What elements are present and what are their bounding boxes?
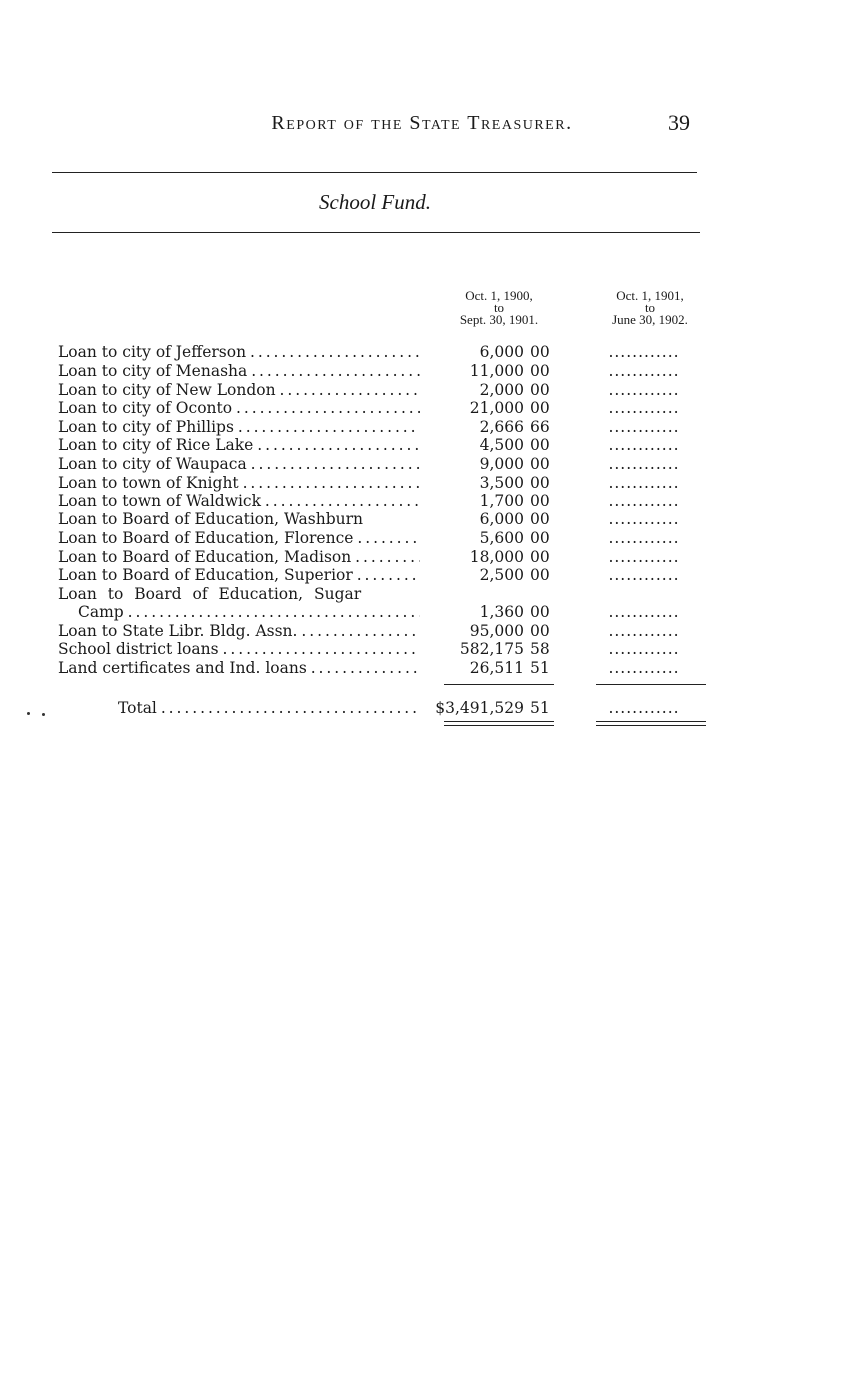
row-label: Camp . . .	[78, 603, 420, 621]
row-col2: ............	[608, 399, 680, 417]
total-row	[0, 699, 844, 717]
column-header-2-line1: Oct. 1, 1901,	[616, 288, 684, 303]
page-number: 39	[668, 110, 690, 135]
table-row	[0, 548, 844, 566]
total-label: Total . . .	[118, 699, 420, 717]
row-dollars: 11,000	[469, 362, 524, 380]
row-col2: ............	[608, 418, 680, 436]
row-col2: ............	[608, 455, 680, 473]
row-label: Loan to city of New London . . .	[58, 381, 420, 399]
table-row	[0, 640, 844, 658]
row-dollars: 582,175	[459, 640, 524, 658]
row-col2: ............	[608, 381, 680, 399]
row-col2: ............	[608, 436, 680, 454]
row-dollars: 1,700	[479, 492, 524, 510]
row-cents: 00	[530, 529, 550, 547]
row-cents: 00	[530, 474, 550, 492]
row-label: Loan to Board of Education, Washburn	[58, 510, 364, 528]
column-header-2-line3: June 30, 1902.	[612, 312, 688, 327]
table-row	[0, 492, 844, 510]
row-label: Loan to city of Oconto . . .	[58, 399, 420, 417]
row-col2: ............	[608, 343, 680, 361]
row-label: Loan to city of Rice Lake . . .	[58, 436, 420, 454]
running-title: Report of the State Treasurer.	[271, 112, 573, 134]
row-col2: ............	[608, 603, 680, 621]
table-row	[0, 362, 844, 380]
double-rule-col1	[444, 721, 554, 726]
table-row	[0, 381, 844, 399]
row-col2: ............	[608, 566, 680, 584]
row-label: Loan to city of Menasha . . .	[58, 362, 420, 380]
row-cents: 00	[530, 548, 550, 566]
double-rule-col2	[596, 721, 706, 726]
row-label: Loan to Board of Education, Sugar	[58, 585, 362, 603]
section-rule	[52, 232, 700, 233]
row-cents: 00	[530, 381, 550, 399]
row-label: Loan to city of Jefferson . . .	[58, 343, 420, 361]
row-dollars: 26,511	[469, 659, 524, 677]
row-cents: 00	[530, 362, 550, 380]
row-dollars: 2,666	[479, 418, 524, 436]
row-col2: ............	[608, 510, 680, 528]
row-cents: 00	[530, 603, 550, 621]
table-row	[0, 529, 844, 547]
row-col2: ............	[608, 362, 680, 380]
row-col2: ............	[608, 640, 680, 658]
table-row	[0, 585, 844, 603]
table-row	[0, 603, 844, 621]
sum-rule-col2	[596, 684, 706, 685]
row-label: Loan to city of Phillips . . .	[58, 418, 420, 436]
table-row	[0, 455, 844, 473]
table-row	[0, 399, 844, 417]
column-header-1-line2: to	[493, 300, 505, 315]
column-header-2-line2: to	[644, 300, 656, 315]
row-cents: 00	[530, 343, 550, 361]
sum-rule-col1	[444, 684, 554, 685]
column-header-2	[584, 290, 716, 326]
column-header-1-line1: Oct. 1, 1900,	[465, 288, 533, 303]
row-col2: ............	[608, 659, 680, 677]
row-label: School district loans . . .	[58, 640, 420, 658]
row-col2: ............	[608, 622, 680, 640]
table-row	[0, 343, 844, 361]
row-dollars: 18,000	[469, 548, 524, 566]
row-label: Loan to city of Waupaca . . .	[58, 455, 420, 473]
row-dollars: 9,000	[479, 455, 524, 473]
section-title: School Fund.	[319, 190, 431, 214]
row-cents: 00	[530, 436, 550, 454]
row-dollars: 21,000	[469, 399, 524, 417]
table-row	[0, 566, 844, 584]
row-label: Land certificates and Ind. loans . . .	[58, 659, 420, 677]
row-dollars: 6,000	[479, 510, 524, 528]
total-cents: 51	[530, 699, 550, 717]
row-col2: ............	[608, 492, 680, 510]
row-dollars: 1,360	[479, 603, 524, 621]
row-col2: ............	[608, 474, 680, 492]
row-dollars: 2,500	[479, 566, 524, 584]
row-label: Loan to State Libr. Bldg. Assn. . . .	[58, 622, 420, 640]
row-cents: 66	[530, 418, 550, 436]
row-cents: 00	[530, 399, 550, 417]
row-label: Loan to Board of Education, Superior . . .	[58, 566, 420, 584]
row-dollars: 2,000	[479, 381, 524, 399]
margin-speck	[42, 713, 45, 716]
row-label: Loan to town of Waldwick . . .	[58, 492, 420, 510]
row-cents: 00	[530, 566, 550, 584]
row-col2: ............	[608, 548, 680, 566]
row-cents: 00	[530, 510, 550, 528]
row-cents: 58	[530, 640, 550, 658]
table-row	[0, 510, 844, 528]
total-col2: ............	[608, 699, 680, 717]
row-label: Loan to town of Knight . . .	[58, 474, 420, 492]
row-dollars: 5,600	[479, 529, 524, 547]
row-label: Loan to Board of Education, Florence . . .	[58, 529, 420, 547]
row-dollars: 4,500	[479, 436, 524, 454]
top-rule	[52, 172, 697, 173]
table-row	[0, 659, 844, 677]
margin-speck	[27, 712, 30, 715]
total-dollars: $3,491,529	[435, 699, 524, 717]
column-header-1	[430, 290, 568, 326]
row-dollars: 95,000	[469, 622, 524, 640]
table-row	[0, 474, 844, 492]
row-cents: 00	[530, 455, 550, 473]
table-row	[0, 436, 844, 454]
row-cents: 00	[530, 492, 550, 510]
row-col2: ............	[608, 529, 680, 547]
row-cents: 51	[530, 659, 550, 677]
column-header-1-line3: Sept. 30, 1901.	[459, 312, 539, 327]
row-dollars: 3,500	[479, 474, 524, 492]
table-row	[0, 622, 844, 640]
table-row	[0, 418, 844, 436]
row-cents: 00	[530, 622, 550, 640]
row-label: Loan to Board of Education, Madison . . .	[58, 548, 420, 566]
row-dollars: 6,000	[479, 343, 524, 361]
